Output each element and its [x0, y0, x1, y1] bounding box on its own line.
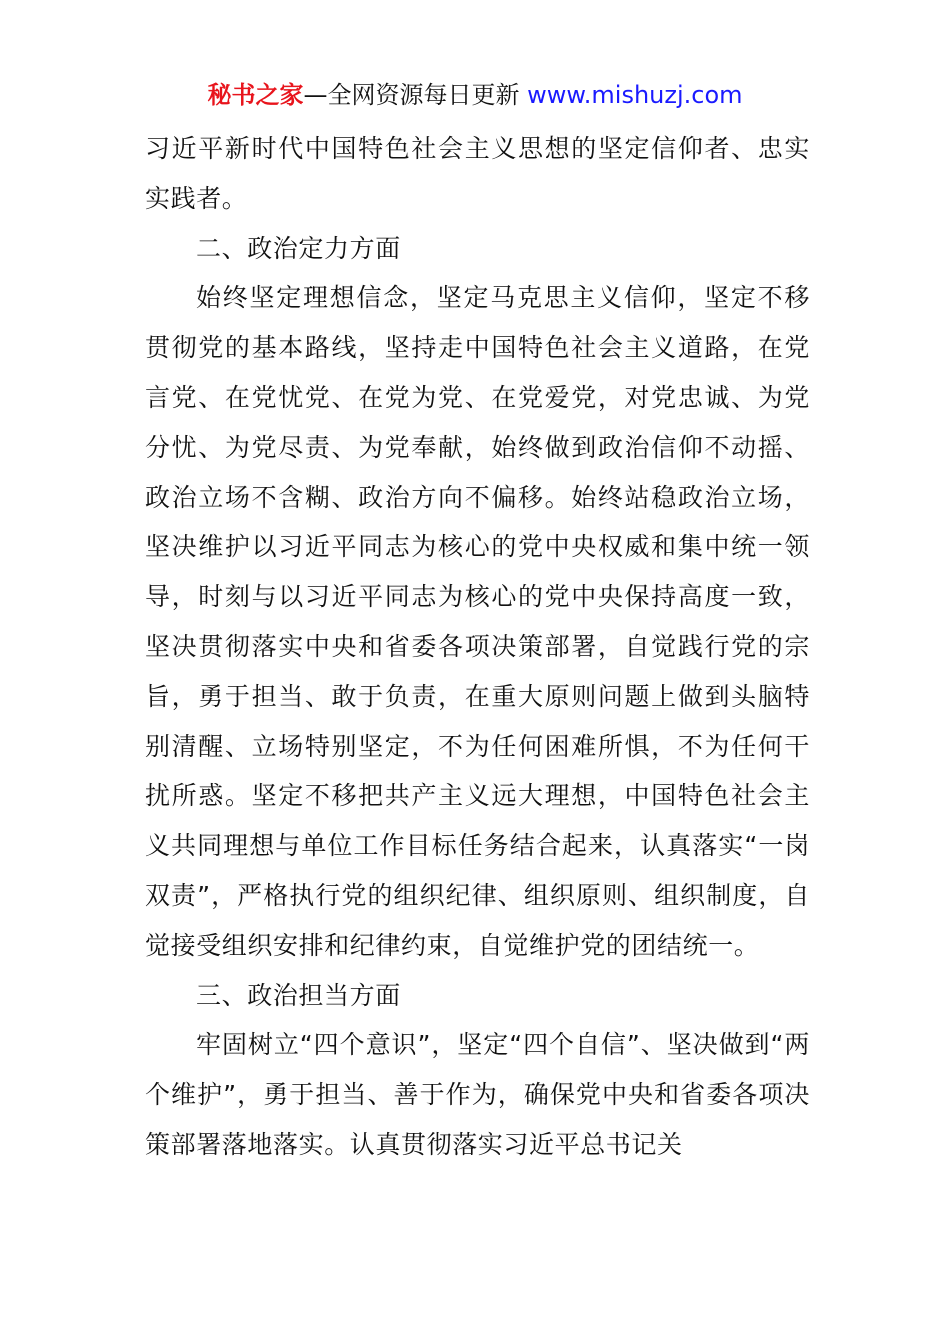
site-brand: 秘书之家	[207, 81, 304, 109]
document-body	[145, 124, 810, 1170]
site-header	[0, 78, 950, 112]
site-url[interactable]: www.mishuzj.com	[527, 81, 743, 109]
paragraph-political-determination: 始终坚定理想信念，坚定马克思主义信仰，坚定不移贯彻党的基本路线，坚持走中国特色社会主义道路，在党言党、在党忧党、在党为党、在党爱党，对党忠诚、为党分忧、为党尽责、为党奉献，始终做到政治信仰不动摇、政治立场不含糊、政治方向不偏移。始终站稳政治立场，坚决维护以习近平同志为核心的党中央权威和集中统一领导，时刻与以习近平同志为核心的党中央保持高度一致，坚决贯彻落实中央和省委各项决策部署，自觉践行党的宗旨，勇于担当、敢于负责，在重大原则问题上做到头脑特别清醒、立场特别坚定，不为任何困难所惧，不为任何干扰所惑。坚定不移把共产主义远大理想，中国特色社会主义共同理想与单位工作目标任务结合起来，认真落实“一岗双责”，严格执行党的组织纪律、组织原则、组织制度，自觉接受组织安排和纪律约束，自觉维护党的团结统一。	[145, 283, 810, 960]
site-tagline: —全网资源每日更新	[303, 81, 528, 109]
paragraph-political-responsibility: 牢固树立“四个意识”，坚定“四个自信”、坚决做到“两个维护”，勇于担当、善于作为，确保党中央和省委各项决策部署落地落实。认真贯彻落实习近平总书记关	[145, 1030, 810, 1159]
paragraph-continuation: 习近平新时代中国特色社会主义思想的坚定信仰者、忠实实践者。	[145, 134, 810, 213]
section-heading-political-responsibility: 三、政治担当方面	[196, 980, 401, 1010]
section-heading-political-determination: 二、政治定力方面	[196, 233, 401, 263]
